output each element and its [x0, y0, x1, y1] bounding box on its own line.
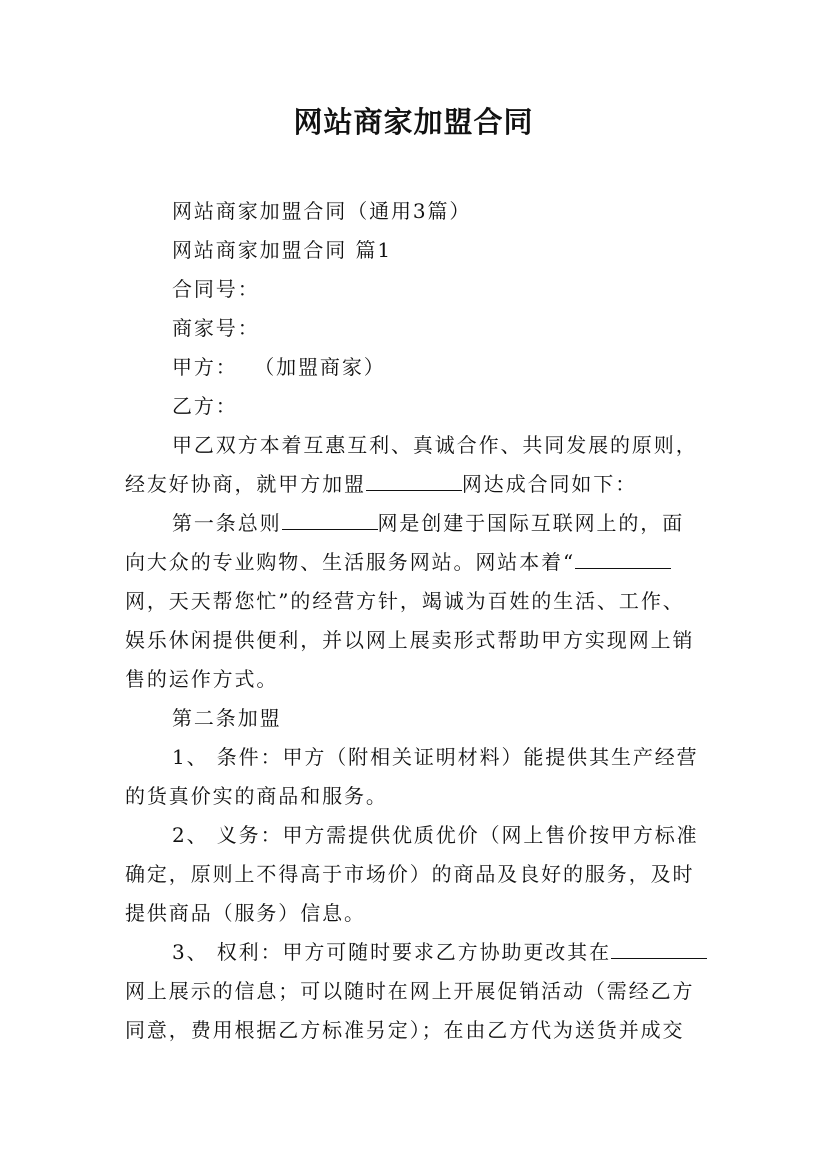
- fill-in-blank: [575, 550, 671, 569]
- document-title: 网站商家加盟合同: [293, 105, 534, 139]
- party-a-line: [172, 353, 717, 381]
- article-1-line-1-end: 网是创建于国际互联网上的，面: [377, 511, 685, 535]
- party-b-label: 乙方：: [172, 394, 238, 418]
- item-3-line-1: [172, 938, 717, 966]
- item-1-line-1: 1、 条件：甲方（附相关证明材料）能提供其生产经营: [172, 745, 699, 769]
- article-1-line-1: [172, 509, 717, 537]
- fill-in-blank: [282, 511, 378, 530]
- intro-line-2-start: 经友好协商，就甲方加盟: [125, 472, 366, 496]
- article-1-heading: 第一条总则: [172, 511, 282, 535]
- contract-number-label: 合同号：: [172, 277, 260, 301]
- fill-in-blank: [366, 472, 462, 491]
- merchant-number-label: 商家号：: [172, 316, 260, 340]
- item-3-line-3: 同意，费用根据乙方标准另定）；在由乙方代为送货并成交: [125, 1018, 685, 1042]
- article-1-line-4: 娱乐休闲提供便利，并以网上展卖形式帮助甲方实现网上销: [125, 628, 695, 652]
- article-2-heading: 第二条加盟: [172, 706, 282, 730]
- item-2-line-3: 提供商品（服务）信息。: [125, 901, 366, 925]
- document-subtitle: 网站商家加盟合同（通用3篇）: [172, 199, 472, 223]
- article-1-line-5: 售的运作方式。: [125, 667, 279, 691]
- item-3-line-1-text: 3、 权利：甲方可随时要求乙方协助更改其在: [172, 940, 611, 964]
- article-1-line-3: 网，天天帮您忙”的经营方针，竭诚为百姓的生活、工作、: [125, 589, 685, 613]
- item-2-line-1: 2、 义务：甲方需提供优质优价（网上售价按甲方标准: [172, 823, 699, 847]
- item-1-line-2: 的货真价实的商品和服务。: [125, 784, 388, 808]
- fill-in-blank: [611, 940, 707, 959]
- party-a-note: （加盟商家）: [254, 355, 386, 379]
- intro-line-2: [125, 470, 715, 498]
- section-heading: 网站商家加盟合同 篇1: [172, 238, 392, 262]
- party-a-label: 甲方：: [172, 355, 238, 379]
- item-2-line-2: 确定，原则上不得高于市场价）的商品及良好的服务，及时: [125, 862, 695, 886]
- intro-line-2-end: 网达成合同如下：: [461, 472, 638, 496]
- intro-line-1: 甲乙双方本着互惠互利、真诚合作、共同发展的原则，: [172, 433, 698, 457]
- item-3-line-2: 网上展示的信息；可以随时在网上开展促销活动（需经乙方: [125, 979, 695, 1003]
- article-1-line-2-text: 向大众的专业购物、生活服务网站。网站本着“: [125, 550, 576, 574]
- article-1-line-2: [125, 548, 715, 576]
